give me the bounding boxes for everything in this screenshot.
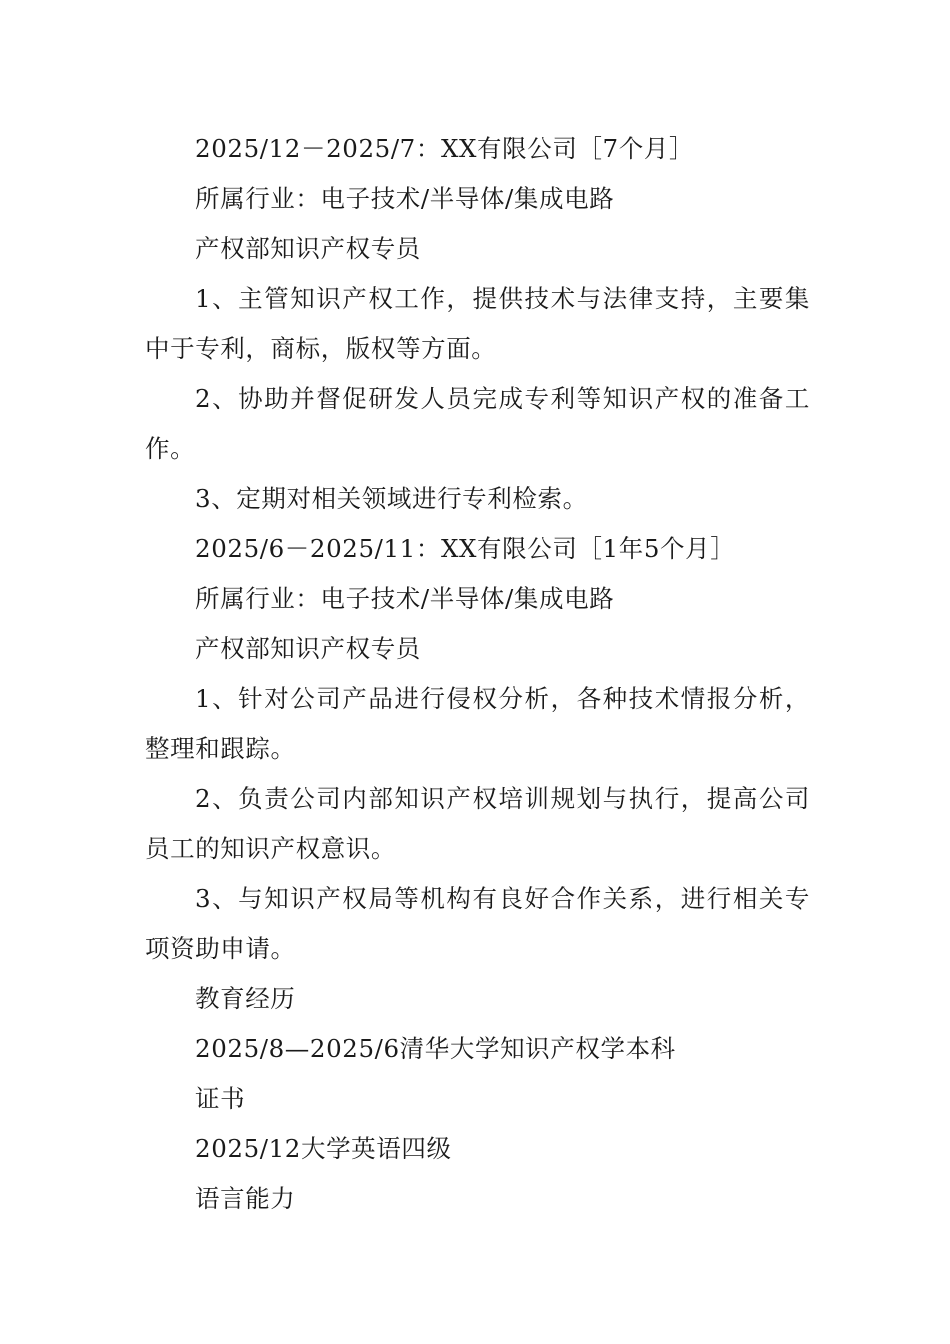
certificates-heading: 证书 bbox=[195, 1084, 246, 1113]
job-2-industry: 所属行业：电子技术/半导体/集成电路 bbox=[195, 584, 615, 613]
job-2-position: 产权部知识产权专员 bbox=[195, 634, 421, 663]
education-heading: 教育经历 bbox=[195, 984, 296, 1013]
job-2-duty-3: 3、与知识产权局等机构有良好合作关系，进行相关专项资助申请。 bbox=[145, 884, 810, 963]
document-body bbox=[145, 124, 810, 1224]
job-2-duty-1: 1、针对公司产品进行侵权分析，各种技术情报分析，整理和跟踪。 bbox=[145, 684, 810, 763]
job-1-duty-2: 2、协助并督促研发人员完成专利等知识产权的准备工作。 bbox=[145, 384, 810, 463]
language-heading: 语言能力 bbox=[195, 1184, 296, 1213]
job-2-period: 2025/6－2025/11：XX有限公司［1年5个月］ bbox=[195, 534, 736, 563]
job-1-period: 2025/12－2025/7：XX有限公司［7个月］ bbox=[195, 134, 695, 163]
job-1-duty-3: 3、定期对相关领域进行专利检索。 bbox=[195, 484, 588, 513]
job-1-duty-1: 1、主管知识产权工作，提供技术与法律支持，主要集中于专利，商标，版权等方面。 bbox=[145, 284, 810, 363]
education-entry: 2025/8—2025/6清华大学知识产权学本科 bbox=[195, 1034, 676, 1063]
job-2-duty-2: 2、负责公司内部知识产权培训规划与执行，提高公司员工的知识产权意识。 bbox=[145, 784, 810, 863]
job-1-industry: 所属行业：电子技术/半导体/集成电路 bbox=[195, 184, 615, 213]
job-1-position: 产权部知识产权专员 bbox=[195, 234, 421, 263]
certificate-entry: 2025/12大学英语四级 bbox=[195, 1134, 452, 1163]
